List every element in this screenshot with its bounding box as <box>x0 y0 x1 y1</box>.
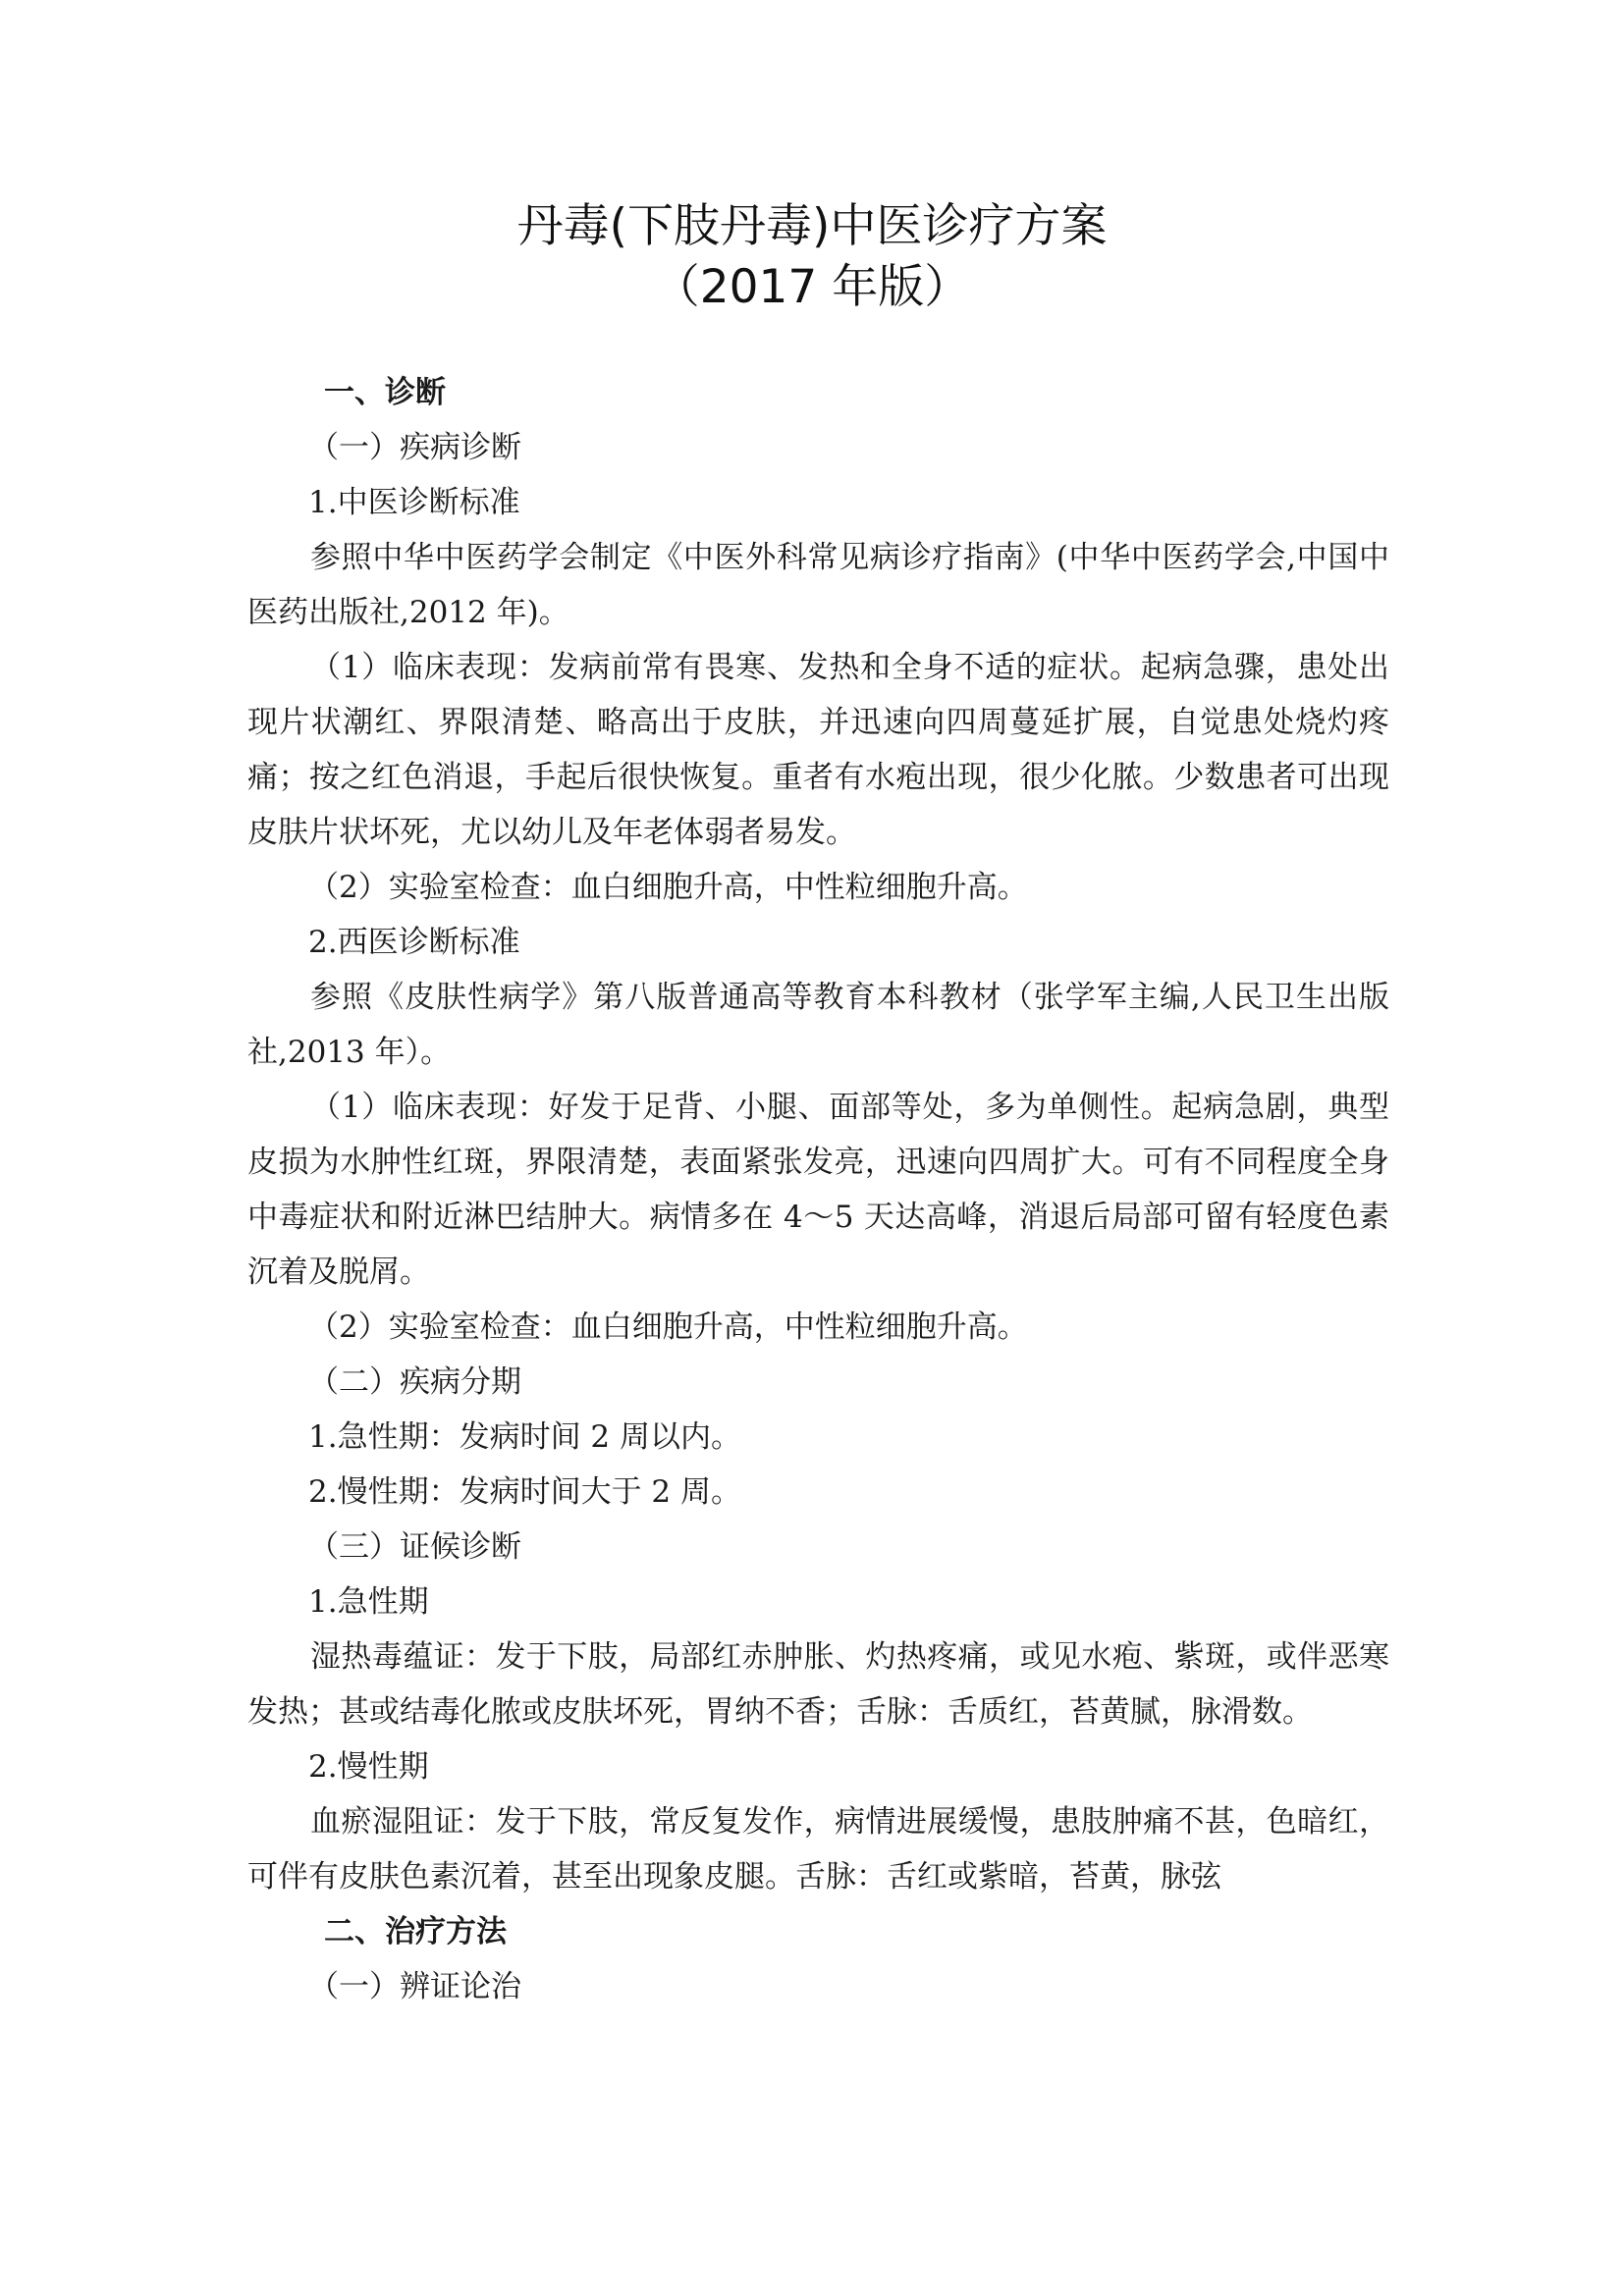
subsection-heading: 2.慢性期 <box>308 1749 429 1785</box>
body-paragraph: 1.急性期：发病时间 2 周以内。 <box>308 1419 742 1455</box>
subsection-heading: 1.中医诊断标准 <box>308 485 520 520</box>
subsection-heading: （一）疾病诊断 <box>308 430 521 465</box>
body-paragraph: 血瘀湿阻证：发于下肢，常反复发作，病情进展缓慢，患肢肿痛不甚，色暗红，可伴有皮肤色素沉着，甚至出现象皮腿。舌脉：舌红或紫暗，苔黄，脉弦 <box>247 1804 1389 1895</box>
subsection-heading: （三）证候诊断 <box>308 1529 521 1565</box>
document-body <box>247 365 1389 2014</box>
body-paragraph: 湿热毒蕴证：发于下肢，局部红赤肿胀、灼热疼痛，或见水疱、紫斑，或伴恶寒发热；甚或结毒化脓或皮肤坏死，胃纳不香；舌脉：舌质红，苔黄腻，脉滑数。 <box>247 1639 1389 1730</box>
body-paragraph: 参照《皮肤性病学》第八版普通高等教育本科教材（张学军主编,人民卫生出版社,2013 年）。 <box>247 980 1389 1070</box>
title-line-1: 丹毒(下肢丹毒)中医诊疗方案 <box>516 199 1108 253</box>
subsection-heading: 2.西医诊断标准 <box>308 925 520 960</box>
document-title <box>0 196 1624 318</box>
body-paragraph: （1）临床表现：好发于足背、小腿、面部等处，多为单侧性。起病急剧，典型皮损为水肿性红斑，界限清楚，表面紧张发亮，迅速向四周扩大。可有不同程度全身中毒症状和附近淋巴结肿大。病情多在 4～5 天达高峰，消退后局部可留有轻度色素沉着及脱屑。 <box>247 1090 1389 1290</box>
body-paragraph: 参照中华中医药学会制定《中医外科常见病诊疗指南》(中华中医药学会,中国中医药出版社,2012 年)。 <box>247 540 1389 630</box>
section-heading: 二、治疗方法 <box>324 1914 507 1949</box>
body-paragraph: （2）实验室检查：血白细胞升高，中性粒细胞升高。 <box>308 1309 1028 1345</box>
subsection-heading: （一）辨证论治 <box>308 1969 521 2004</box>
section-heading: 一、诊断 <box>324 375 446 410</box>
body-paragraph: 2.慢性期：发病时间大于 2 周。 <box>308 1474 742 1510</box>
body-paragraph: （2）实验室检查：血白细胞升高，中性粒细胞升高。 <box>308 870 1028 905</box>
subsection-heading: 1.急性期 <box>308 1584 429 1620</box>
title-line-2: （2017 年版） <box>653 260 971 314</box>
subsection-heading: （二）疾病分期 <box>308 1364 521 1400</box>
body-paragraph: （1）临床表现：发病前常有畏寒、发热和全身不适的症状。起病急骤，患处出现片状潮红、界限清楚、略高出于皮肤，并迅速向四周蔓延扩展，自觉患处烧灼疼痛；按之红色消退，手起后很快恢复。重者有水疱出现，很少化脓。少数患者可出现皮肤片状坏死，尤以幼儿及年老体弱者易发。 <box>247 650 1389 850</box>
